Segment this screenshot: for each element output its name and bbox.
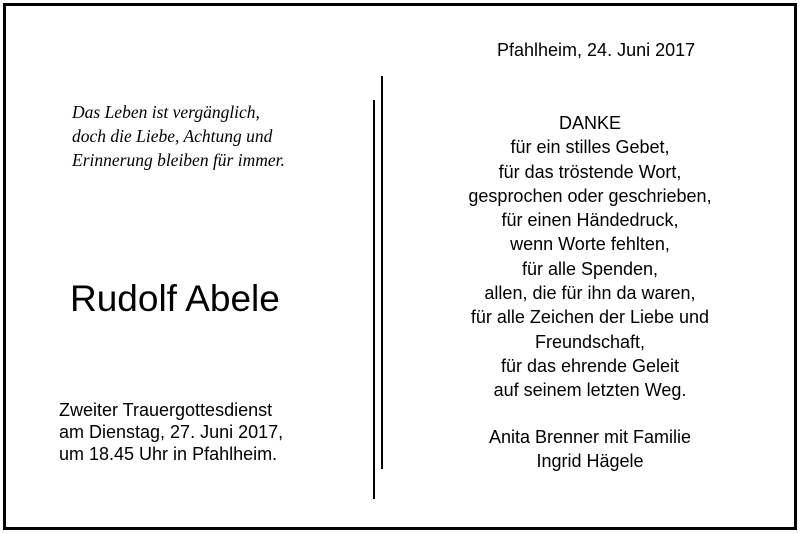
thanks-line: DANKE [558, 113, 621, 133]
deceased-name: Rudolf Abele [70, 278, 280, 319]
quote-line: doch die Liebe, Achtung und [72, 126, 273, 146]
thanks-message [430, 111, 750, 403]
thanks-line: allen, die für ihn da waren, [484, 283, 696, 304]
thanks-line: Freundschaft, [534, 331, 646, 352]
thanks-line: für alle Spenden, [521, 258, 659, 279]
divider-line-left [373, 100, 375, 499]
service-info [59, 399, 283, 465]
thanks-line: für einen Händedruck, [501, 210, 679, 231]
service-line: Zweiter Trauergottesdienst [59, 400, 273, 420]
thanks-line: für alle Zeichen der Liebe und [470, 307, 710, 328]
quote-line: Das Leben ist vergänglich, [72, 102, 260, 122]
thanks-line: gesprochen oder geschrieben, [468, 185, 712, 206]
service-line: um 18.45 Uhr in Pfahlheim. [59, 444, 278, 464]
place-date: Pfahlheim, 24. Juni 2017 [497, 40, 696, 60]
thanks-line: auf seinem letzten Weg. [493, 380, 687, 401]
thanks-line: für ein stilles Gebet, [510, 137, 670, 158]
service-line: am Dienstag, 27. Juni 2017, [59, 422, 284, 442]
divider-line-right [381, 76, 383, 469]
thanks-line: wenn Worte fehlten, [510, 234, 670, 255]
thanks-line: für das ehrende Geleit [500, 355, 680, 376]
memorial-quote [72, 100, 285, 172]
quote-line: Erinnerung bleiben für immer. [72, 150, 285, 170]
signer-line: Anita Brenner mit Familie [488, 427, 692, 447]
thanks-line: für das tröstende Wort, [498, 161, 682, 182]
signers [430, 425, 750, 473]
signer-line: Ingrid Hägele [536, 451, 644, 471]
